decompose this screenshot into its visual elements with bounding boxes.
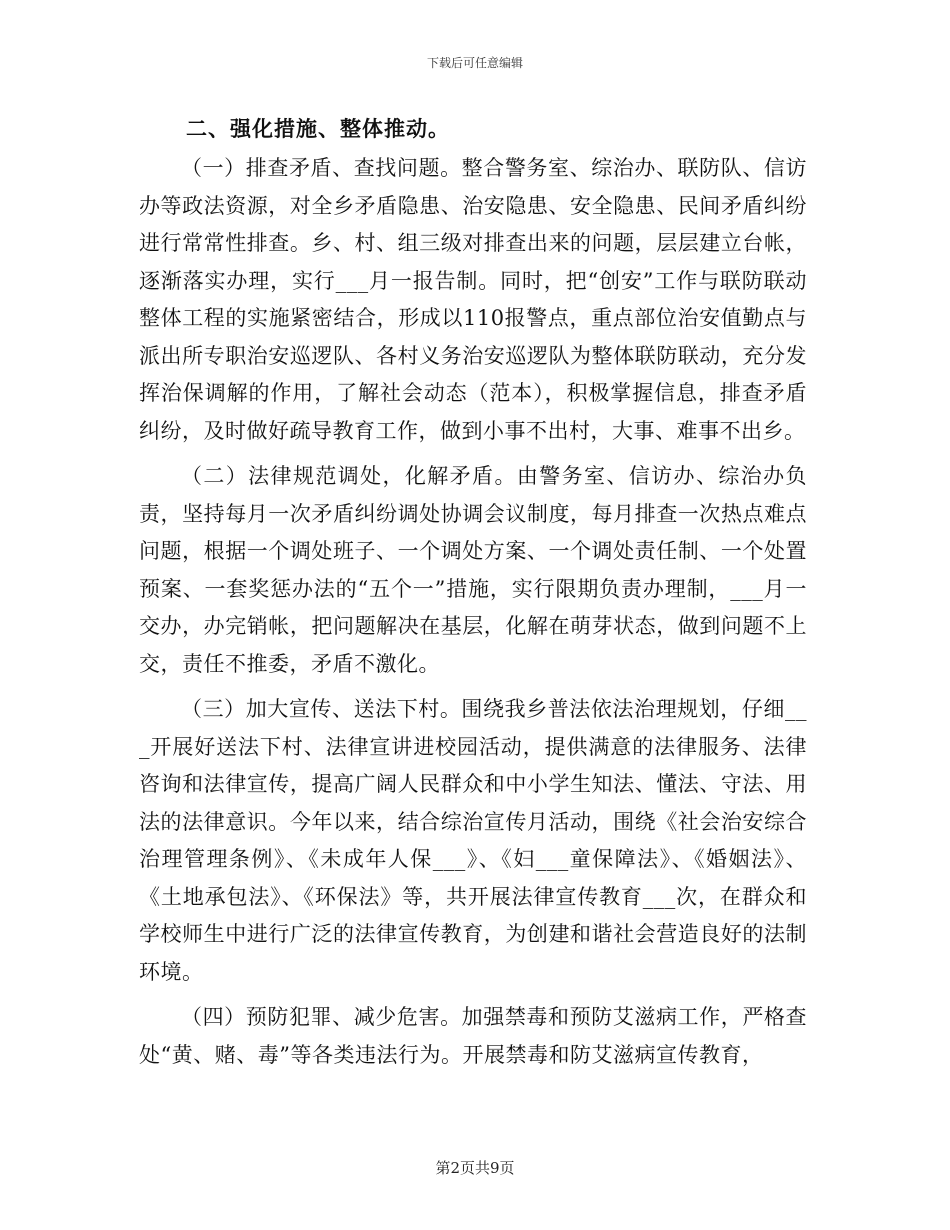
paragraph-2: （二）法律规范调处，化解矛盾。由警务室、信访办、综治办负责，坚持每月一次矛盾纠纷调处协调会议制度，每月排查一次热点难点问题，根据一个调处班子、一个调处方案、一个调处责任制、一个处置预案、一套奖惩办法的“五个一”措施，实行限期负责办理制，___月一交办，办完销帐，把问题解决在基层，化解在萌芽状态，做到问题不上交，责任不推委，矛盾不激化。: [139, 464, 807, 676]
paragraph-1: （一）排查矛盾、查找问题。整合警务室、综治办、联防队、信访办等政法资源，对全乡矛盾隐患、治安隐患、安全隐患、民间矛盾纠纷进行常常性排查。乡、村、组三级对排查出来的问题，层层建立台帐，逐渐落实办理，实行___月一报告制。同时，把“创安”工作与联防联动整体工程的实施紧密结合，形成以110报警点，重点部位治安值勤点与派出所专职治安巡逻队、各村义务治安巡逻队为整体联防联动，充分发挥治保调解的作用，了解社会动态（范本），积极掌握信息，排查矛盾纠纷，及时做好疏导教育工作，做到小事不出村，大事、难事不出乡。: [139, 156, 807, 443]
section-heading: 二、强化措施、整体推动。: [186, 116, 450, 141]
document-body: [139, 112, 807, 1082]
paragraph-4: （四）预防犯罪、减少危害。加强禁毒和预防艾滋病工作，严格查处“黄、赌、毒”等各类违法行为。开展禁毒和防艾滋病宣传教育，: [139, 1005, 807, 1067]
header-note: 下载后可任意编辑: [426, 56, 523, 70]
paragraph-3: （三）加大宣传、送法下村。围绕我乡普法依法治理规划，仔细___开展好送法下村、法律宣讲进校园活动，提供满意的法律服务、法律咨询和法律宣传，提高广阔人民群众和中小学生知法、懂法、守法、用法的法律意识。今年以来，结合综治宣传月活动，围绕《社会治安综合治理管理条例》、《未成年人保___》、《妇___童保障法》、《婚姻法》、《土地承包法》、《环保法》等，共开展法律宣传教育___次，在群众和学校师生中进行广泛的法律宣传教育，为创建和谐社会营造良好的法制环境。: [139, 697, 807, 984]
page-indicator: 第2页共9页: [435, 1159, 515, 1177]
